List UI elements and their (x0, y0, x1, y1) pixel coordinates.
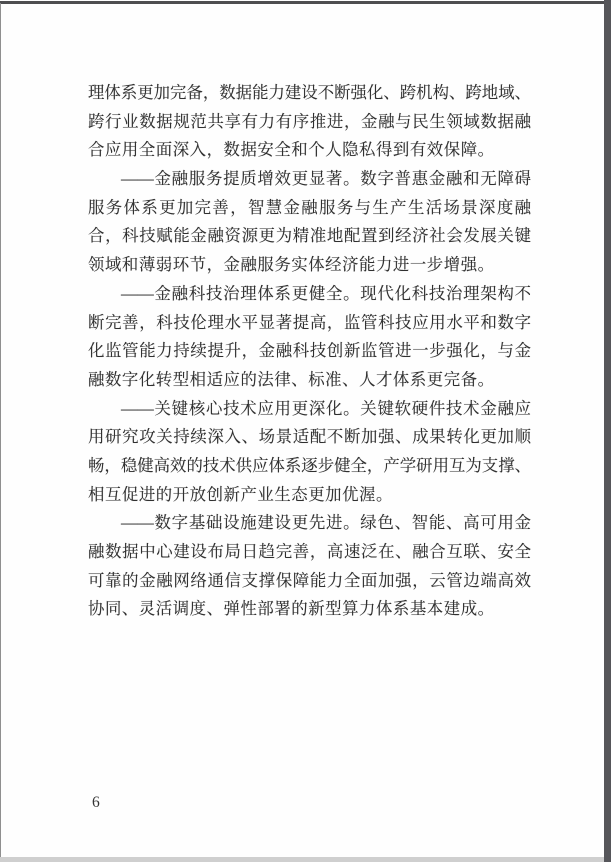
text-line: 跨行业数据规范共享有力有序推进，金融与民生领域数据融 (88, 111, 531, 131)
text-line: ——金融科技治理体系更健全。现代化科技治理架构不 (121, 283, 531, 303)
page-number: 6 (92, 794, 100, 811)
text-line: 领域和薄弱环节，金融服务实体经济能力进一步增强。 (88, 255, 495, 275)
paragraph-5 (88, 509, 531, 624)
document-body-text (88, 79, 531, 624)
scan-edge-bottom (0, 857, 604, 862)
text-line: 化监管能力持续提升，金融科技创新监管进一步强化，与金 (88, 341, 531, 361)
text-line: 断完善，科技伦理水平显著提高，监管科技应用水平和数字 (88, 312, 531, 332)
text-line: 合应用全面深入，数据安全和个人隐私得到有效保障。 (88, 140, 495, 160)
paragraph-1 (88, 79, 531, 165)
scan-edge-top (0, 1, 611, 4)
paragraph-4 (88, 395, 531, 510)
text-line: 畅，稳健高效的技术供应体系逐步健全，产学研用互为支撑、 (88, 455, 531, 475)
paragraph-2 (88, 165, 531, 280)
text-line: 服务体系更加完善，智慧金融服务与生产生活场景深度融 (88, 197, 531, 217)
text-line: 理体系更加完备，数据能力建设不断强化、跨机构、跨地域、 (88, 83, 531, 102)
text-line: ——金融服务提质增效更显著。数字普惠金融和无障碍 (121, 169, 531, 189)
paragraph-3 (88, 280, 531, 395)
text-line: 可靠的金融网络通信支撑保障能力全面加强，云管边端高效 (88, 570, 531, 590)
text-line: ——数字基础设施建设更先进。绿色、智能、高可用金 (121, 513, 531, 533)
scan-edge-left (0, 3, 1, 862)
text-line: 用研究攻关持续深入、场景适配不断加强、成果转化更加顺 (88, 427, 531, 447)
text-line: ——关键核心技术应用更深化。关键软硬件技术金融应 (121, 398, 531, 418)
text-line: 融数字化转型相适应的法律、标准、人才体系更完备。 (88, 369, 495, 389)
text-line: 融数据中心建设布局日趋完善，高速泛在、融合互联、安全 (88, 542, 531, 561)
scan-edge-right (604, 0, 611, 862)
text-line: 相互促进的开放创新产业生态更加优渥。 (88, 484, 393, 504)
text-line: 合，科技赋能金融资源更为精准地配置到经济社会发展关键 (88, 226, 531, 246)
text-line: 协同、灵活调度、弹性部署的新型算力体系基本建成。 (88, 599, 495, 619)
